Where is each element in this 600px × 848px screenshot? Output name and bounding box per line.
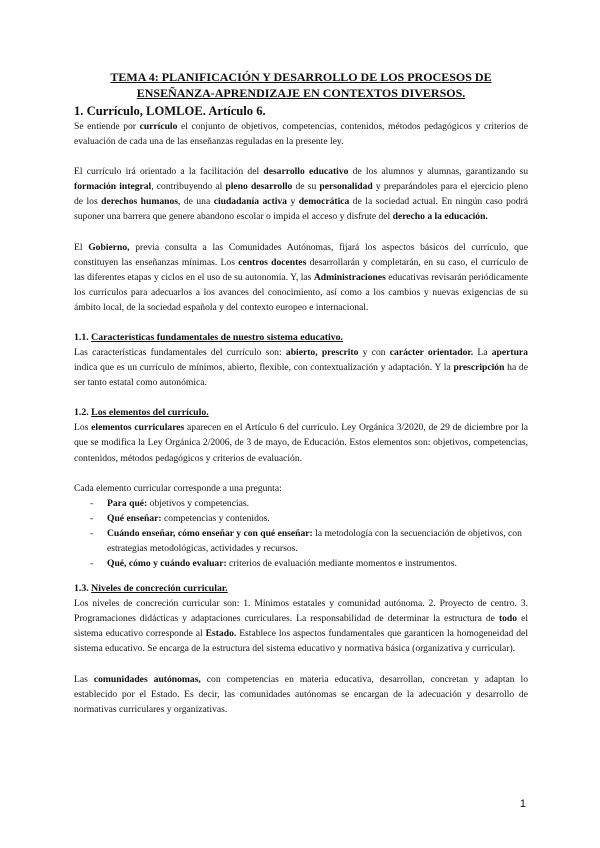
paragraph-element-questions: Cada elemento curricular corresponde a una pregunta: <box>74 482 282 494</box>
paragraph-curriculum-orientation: El currículo irá orientado a la facilitación del desarrollo educativo de los alumnos y alumnas, garantizando su formación integral, contribuyendo al pleno desarrollo de su personalidad y preparándoles para el ejercicio pleno de los derechos humanos, de una ciudadanía activa y democrática de la sociedad actual. En ningún caso podrá suponer una barrera que genere abandono escolar o impida el acceso y disfrute del derecho a la educación. <box>74 166 529 223</box>
list-item: - Cuándo enseñar, cómo enseñar y con qué enseñar: la metodología con la secuenciación de objetivos, con estrategias metodológicas, actividades y recursos. <box>90 527 522 554</box>
page-number: 1 <box>519 798 526 810</box>
list-item: - Qué enseñar: competencias y contenidos. <box>90 512 270 524</box>
section-1-heading: 1. Currículo, LOMLOE. Artículo 6. <box>74 104 266 118</box>
list-item: - Para qué: objetivos y competencias. <box>90 497 250 509</box>
list-item: - Qué, cómo y cuándo evaluar: criterios de evaluación mediante momentos e instrumentos. <box>90 558 457 570</box>
paragraph-concretion-levels: Los niveles de concreción curricular son: 1. Mínimos estatales y comunidad autónoma. 2. Proyecto de centro. 3. Programaciones didácticas y adaptaciones curriculares. La responsabilidad de determinar la estructura de todo el sistema educativo corresponde al Estado. Establece los aspectos fundamentales que garanticen la homogeneidad del sistema educativo. Se encarga de la estructura del sistema educativo y normativa básica (organizativa y curricular). <box>74 598 528 655</box>
paragraph-government-role: El Gobierno, previa consulta a las Comunidades Autónomas, fijará los aspectos básicos del currículo, que constituyen las enseñanzas mínimas. Los centros docentes desarrollarán y completarán, en su caso, el currículo de las diferentes etapas y ciclos en el uso de su autonomía. Y, las Administraciones educativas revisarán periódicamente los currículos para adecuarlos a los avances del conocimiento, así como a los cambios y nuevas exigencias de su ámbito local, de la sociedad española y del contexto europeo e internacional. <box>74 241 529 313</box>
section-1-2-heading: 1.2. Los elementos del currículo. <box>74 407 209 419</box>
element-question-list <box>74 496 528 571</box>
paragraph-curricular-elements: Los elementos curriculares aparecen en el Artículo 6 del currículo. Ley Orgánica 3/2020, de 29 de diciembre por la que se modifica la Ley Orgánica 2/2006, de 3 de mayo, de Educación. Estos elementos son: objetivos, competencias, contenidos, métodos pedagógicos y criterios de evaluación. <box>74 422 528 464</box>
section-1-3-heading: 1.3. Niveles de concreción curricular. <box>74 583 228 595</box>
title-line-2: ENSEÑANZA-APRENDIZAJE EN CONTEXTOS DIVERSOS. <box>136 85 466 100</box>
section-1-1-heading: 1.1. Características fundamentales de nuestro sistema educativo. <box>74 332 343 344</box>
paragraph-characteristics: Las características fundamentales del currículo son: abierto, prescrito y con carácter orientador. La apertura indica que es un currículo de mínimos, abierto, flexible, con contextualización y adaptación. Y la prescripción ha de ser tanto estatal como autonómica. <box>74 347 528 389</box>
paragraph-curriculum-definition: Se entiende por currículo el conjunto de objetivos, competencias, contenidos, métodos pedagógicos y criterios de evaluación de cada una de las enseñanzas reguladas en la presente ley. <box>74 121 528 148</box>
document-page <box>74 70 528 717</box>
document-title <box>74 70 528 101</box>
title-line-1: TEMA 4: PLANIFICACIÓN Y DESARROLLO DE LOS PROCESOS DE <box>110 70 492 84</box>
paragraph-autonomous-communities: Las comunidades autónomas, con competencias en materia educativa, desarrollan, concretan y adaptan lo establecido por el Estado. Es decir, las comunidades autónomas se encargan de la adecuación y desarrollo de normativas curriculares y organizativas. <box>74 673 528 715</box>
